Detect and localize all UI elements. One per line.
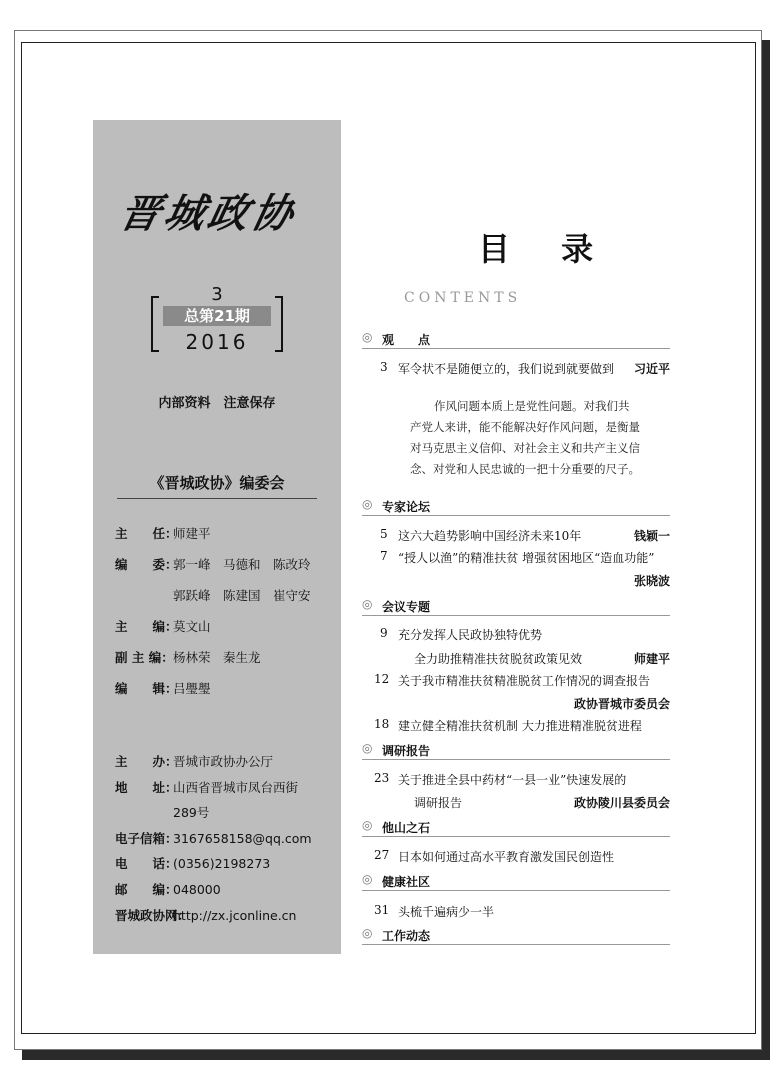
toc-page: 18 [374,717,390,731]
staff-row: 副 主 编：杨林荣 秦生龙 [115,650,261,665]
staff-row: 编 辑：吕璺璺 [115,681,211,696]
staff-row: 主 任：师建平 [115,526,211,541]
board-title: 《晋城政协》编委会 [149,474,285,492]
circle-bullet-icon: ◎ [362,597,373,611]
toc-item-title: 这六大趋势影响中国经济未来10年 [398,529,582,543]
circle-bullet-icon: ◎ [362,872,373,886]
contact-row: 晋城政协网：http://zx.jconline.cn [115,908,297,923]
issue-number: 3 [211,284,223,305]
section-header: ◎ 专家论坛 [362,497,670,516]
contact-row: 邮 编：048000 [115,882,221,897]
toc-page: 3 [380,360,388,374]
section-header: ◎ 工作动态 [362,926,670,945]
section-header: ◎ 调研报告 [362,741,670,760]
contact-row: 地 址：山西省晋城市凤台西街 [115,780,299,795]
circle-bullet-icon: ◎ [362,330,373,344]
toc-page: 12 [374,672,390,686]
toc-author: 钱颖一 [633,529,670,543]
section-header: ◎ 会议专题 [362,597,670,616]
quote-block: 作风问题本质上是党性问题。对我们共 产党人来讲，能不能解决好作风问题，是衡量 对马克思主义信仰、对社会主义和共产主义信 念、对党和人民忠诚的一把十分重要的尺子。 [410,399,640,476]
board-divider [117,498,317,499]
contact-row: 主 办：晋城市政协办公厅 [115,754,274,769]
toc-item-title: 关于推进全县中药材“一县一业”快速发展的 [398,773,627,787]
contact-row: 289号 [173,805,210,820]
toc-item-title: 头梳千遍病少一半 [398,905,495,919]
staff-row: 郭跃峰 陈建国 崔守安 [173,588,311,603]
magazine-logo: 晋城政协 [115,190,302,237]
toc-item-title: 日本如何通过高水平教育激发国民创造性 [398,850,615,864]
issue-box [151,284,283,354]
issue-year: 2016 [185,330,249,354]
toc-page: 9 [380,626,388,640]
internal-note: 内部资料 注意保存 [158,396,276,411]
toc-item-title: 军令状不是随便立的，我们说到就要做到 [398,362,615,376]
toc-title: 目 录 [478,230,614,268]
section-header: ◎ 健康社区 [362,872,670,891]
contact-row: 电 话：(0356)2198273 [115,856,271,871]
toc-item-title: 建立健全精准扶贫机制 大力推进精准脱贫进程 [398,719,642,733]
toc-item-title-2: 全力助推精准扶贫脱贫政策见效 [414,652,583,666]
toc-author: 政协晋城市委员会 [573,697,670,711]
circle-bullet-icon: ◎ [362,741,373,755]
staff-row: 编 委：郭一峰 马德和 陈改玲 [115,557,311,572]
toc-page: 31 [374,903,390,917]
toc-page: 23 [374,771,390,785]
circle-bullet-icon: ◎ [362,818,373,832]
toc-author: 张晓波 [633,574,670,588]
toc-item-title: “授人以渔”的精准扶贫 增强贫困地区“造血功能” [398,551,655,565]
section-header: ◎ 观 点 [362,330,670,349]
contact-row: 电子信箱：3167658158@qq.com [115,831,312,846]
toc-page: 7 [380,549,388,563]
toc-page: 27 [374,848,390,862]
toc-item-title-2: 调研报告 [414,796,463,810]
staff-row: 主 编：莫文山 [115,619,211,634]
toc-author: 习近平 [633,362,670,376]
toc-item-title: 充分发挥人民政协独特优势 [398,628,543,642]
toc-author: 师建平 [633,652,670,666]
info-panel [93,120,341,954]
toc-author: 政协陵川县委员会 [573,796,670,810]
toc-page: 5 [380,527,388,541]
circle-bullet-icon: ◎ [362,926,373,940]
issue-total: 总第21期 [163,306,271,326]
circle-bullet-icon: ◎ [362,497,373,511]
toc-item-title: 关于我市精准扶贫精准脱贫工作情况的调查报告 [398,674,651,688]
toc-subtitle: CONTENTS [404,290,522,306]
section-header: ◎ 他山之石 [362,818,670,837]
